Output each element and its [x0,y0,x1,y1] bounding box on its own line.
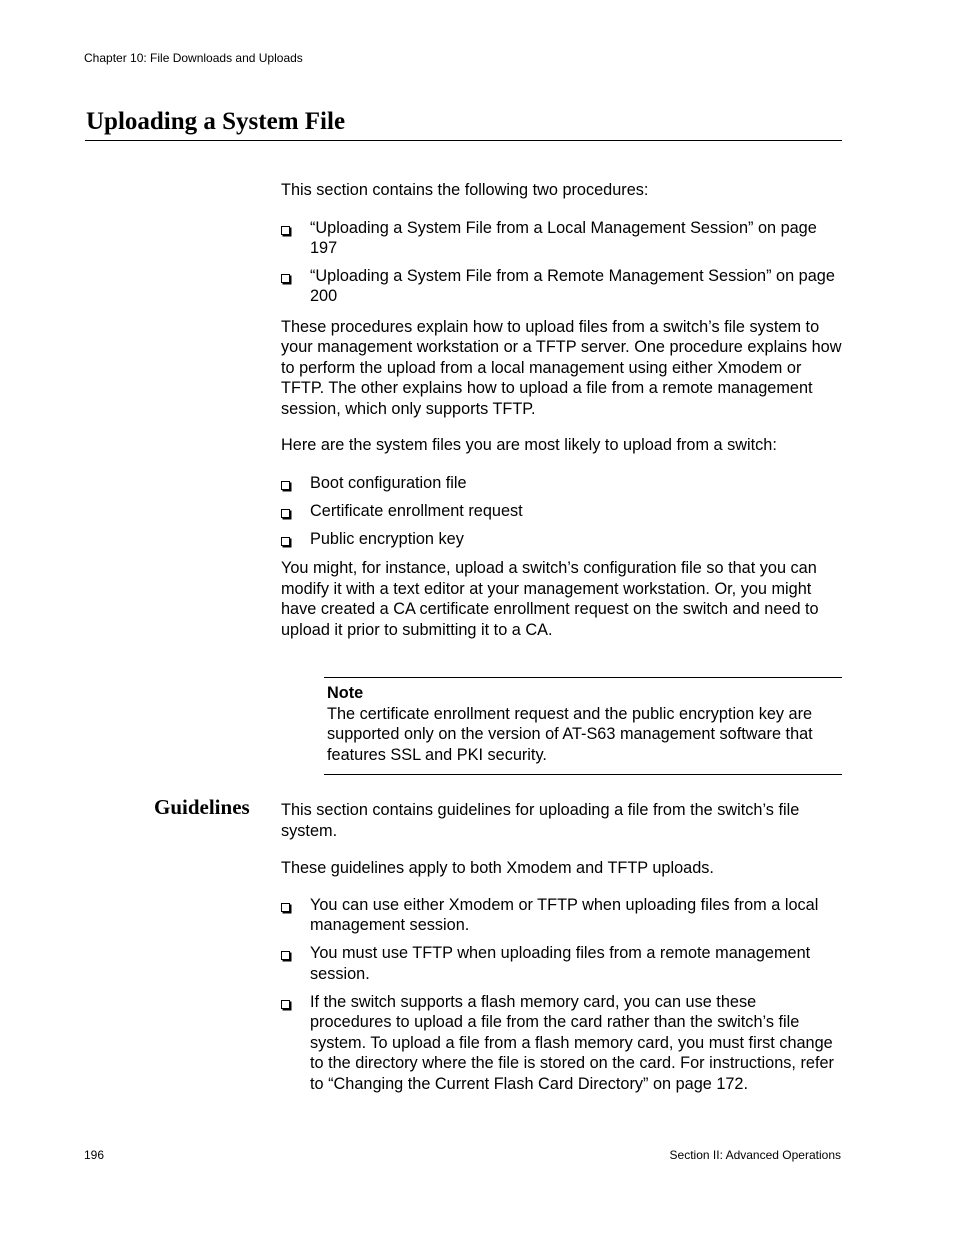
guidelines-body [281,800,842,1102]
checkbox-bullet-icon [281,951,290,960]
files-intro-paragraph: Here are the system files you are most likely to upload from a switch: [281,436,777,454]
list-item-text: Boot configuration file [310,473,467,492]
instance-paragraph: You might, for instance, upload a switch’s configuration file so that you can modify it with a text editor at your management workstation. Or, you might have created a CA certificate enrollment request on the switch and need to upload it prior to submitting it to a CA. [281,559,819,639]
checkbox-bullet-icon [281,274,290,283]
checkbox-bullet-icon [281,481,290,490]
list-item-text: You must use TFTP when uploading files from a remote management session. [310,944,811,983]
list-item [281,501,842,522]
list-item-text[interactable]: If the switch supports a flash memory card, you can use these procedures to upload a file from the card rather than the switch’s file system. To upload a file from a flash memory card, you must first change to the directory where the file is stored on the card. For instructions, refer to “Changing the Current Flash Card Directory” on page 172. [310,992,834,1093]
list-item [281,895,842,936]
procedure-list [281,218,842,307]
page-title: Uploading a System File [86,108,346,135]
title-divider [85,140,842,141]
list-item [281,218,842,259]
note-text: The certificate enrollment request and the public encryption key are supported only on the version of AT-S63 management software that features SSL and PKI security. [327,704,813,764]
note-label: Note [327,684,364,702]
list-item-text: Public encryption key [310,529,464,548]
page-number: 196 [84,1148,105,1162]
procedure-link[interactable]: “Uploading a System File from a Local Management Session” on page 197 [310,218,817,257]
guidelines-applies: These guidelines apply to both Xmodem and TFTP uploads. [281,859,714,877]
explanation-paragraph: These procedures explain how to upload files from a switch’s file system to your management workstation or a TFTP server. One procedure explains how to perform the upload from a local management using either Xmodem or TFTP. The other explains how to upload a file from a remote management session, which only supports TFTP. [281,317,842,418]
checkbox-bullet-icon [281,226,290,235]
list-item-text: You can use either Xmodem or TFTP when uploading files from a local management session. [310,895,819,934]
list-item [281,473,842,494]
guidelines-heading: Guidelines [154,795,250,819]
note-box [324,677,842,775]
list-item [281,529,842,550]
guidelines-list [281,895,842,1095]
procedure-link[interactable]: “Uploading a System File from a Remote Management Session” on page 200 [310,266,835,305]
section-body [281,180,842,640]
footer-section-label: Section II: Advanced Operations [669,1148,841,1162]
checkbox-bullet-icon [281,1000,290,1009]
list-item [281,266,842,307]
list-item [281,992,842,1095]
checkbox-bullet-icon [281,537,290,546]
list-item [281,943,842,984]
running-header: Chapter 10: File Downloads and Uploads [84,51,303,65]
intro-paragraph: This section contains the following two procedures: [281,181,649,199]
guidelines-intro: This section contains guidelines for uploading a file from the switch’s file system. [281,801,800,840]
system-files-list [281,473,842,550]
list-item-text: Certificate enrollment request [310,501,523,520]
checkbox-bullet-icon [281,903,290,912]
checkbox-bullet-icon [281,509,290,518]
